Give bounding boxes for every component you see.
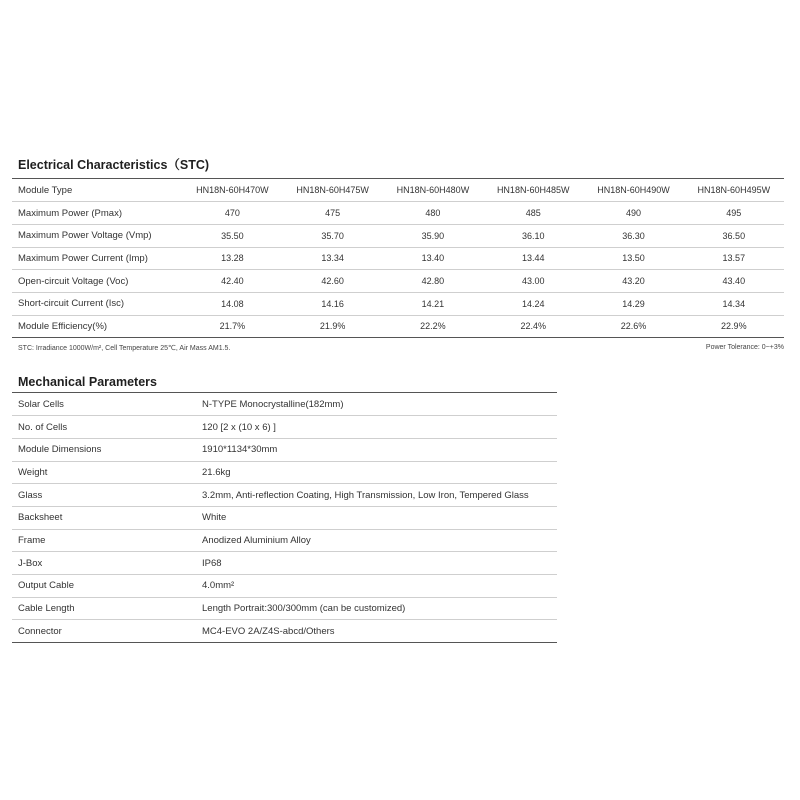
row-label: Module Dimensions [12, 438, 202, 461]
cell-value: 43.40 [684, 270, 784, 293]
row-label: Module Efficiency(%) [12, 315, 182, 338]
row-label: Frame [12, 529, 202, 552]
row-label: Short-circuit Current (Isc) [12, 292, 182, 315]
cell-value: Anodized Aluminium Alloy [202, 529, 557, 552]
cell-value: 42.40 [182, 270, 282, 293]
table-row-max-power-current [12, 247, 784, 270]
cell-value: 21.7% [182, 315, 282, 338]
cell-value: 470 [182, 202, 282, 225]
row-label: Weight [12, 461, 202, 484]
table-row-glass [12, 484, 557, 507]
cell-value: 13.57 [684, 247, 784, 270]
row-label: Maximum Power (Pmax) [12, 202, 182, 225]
cell-value: 22.6% [583, 315, 683, 338]
table-row-maximum-power [12, 202, 784, 225]
row-label: Glass [12, 484, 202, 507]
table-row-module-efficiency [12, 315, 784, 338]
row-label: Backsheet [12, 506, 202, 529]
cell-value: 22.9% [684, 315, 784, 338]
table-row-module-dimensions [12, 438, 557, 461]
table-row-short-circuit-current [12, 292, 784, 315]
cell-value: HN18N-60H480W [383, 179, 483, 202]
cell-value: N-TYPE Monocrystalline(182mm) [202, 393, 557, 416]
stc-footnote: STC: Irradiance 1000W/m², Cell Temperature 25℃, Air Mass AM1.5. [18, 345, 231, 352]
electrical-characteristics-table [12, 179, 784, 338]
cell-value: 475 [283, 202, 383, 225]
cell-value: 495 [684, 202, 784, 225]
cell-value: 120 [2 x (10 x 6) ] [202, 416, 557, 439]
cell-value: 43.20 [583, 270, 683, 293]
row-label: Maximum Power Current (Imp) [12, 247, 182, 270]
table-row-backsheet [12, 506, 557, 529]
cell-value: Length Portrait:300/300mm (can be customized) [202, 597, 557, 620]
electrical-characteristics-title: Electrical Characteristics（STC) [18, 158, 210, 172]
cell-value: 36.10 [483, 224, 583, 247]
table-row-connector [12, 620, 557, 643]
row-label: Maximum Power Voltage (Vmp) [12, 224, 182, 247]
table-row-frame [12, 529, 557, 552]
table-row-cable-length [12, 597, 557, 620]
cell-value: 21.6kg [202, 461, 557, 484]
cell-value: 35.90 [383, 224, 483, 247]
cell-value: HN18N-60H485W [483, 179, 583, 202]
row-label: J-Box [12, 552, 202, 575]
table-row-no-of-cells [12, 416, 557, 439]
cell-value: 36.30 [583, 224, 683, 247]
cell-value: 490 [583, 202, 683, 225]
table-row-max-power-voltage [12, 224, 784, 247]
cell-value: HN18N-60H490W [583, 179, 683, 202]
cell-value: 485 [483, 202, 583, 225]
table-row-solar-cells [12, 393, 557, 416]
table-row-open-circuit-voltage [12, 270, 784, 293]
cell-value: HN18N-60H495W [684, 179, 784, 202]
table-row-weight [12, 461, 557, 484]
cell-value: 13.50 [583, 247, 683, 270]
cell-value: HN18N-60H475W [283, 179, 383, 202]
cell-value: 14.16 [283, 292, 383, 315]
row-label: Connector [12, 620, 202, 643]
row-label: Output Cable [12, 575, 202, 598]
mechanical-parameters-title: Mechanical Parameters [18, 375, 157, 389]
cell-value: 14.24 [483, 292, 583, 315]
cell-value: IP68 [202, 552, 557, 575]
cell-value: 13.40 [383, 247, 483, 270]
cell-value: 3.2mm, Anti-reflection Coating, High Transmission, Low Iron, Tempered Glass [202, 484, 557, 507]
cell-value: 22.2% [383, 315, 483, 338]
row-label: Module Type [12, 179, 182, 202]
cell-value: HN18N-60H470W [182, 179, 282, 202]
cell-value: White [202, 506, 557, 529]
table-row-module-type [12, 179, 784, 202]
cell-value: 4.0mm² [202, 575, 557, 598]
cell-value: MC4-EVO 2A/Z4S-abcd/Others [202, 620, 557, 643]
cell-value: 22.4% [483, 315, 583, 338]
cell-value: 42.80 [383, 270, 483, 293]
cell-value: 13.34 [283, 247, 383, 270]
cell-value: 35.50 [182, 224, 282, 247]
cell-value: 480 [383, 202, 483, 225]
power-tolerance-note: Power Tolerance: 0~+3% [705, 344, 784, 351]
cell-value: 43.00 [483, 270, 583, 293]
row-label: Cable Length [12, 597, 202, 620]
cell-value: 42.60 [283, 270, 383, 293]
cell-value: 13.28 [182, 247, 282, 270]
row-label: Solar Cells [12, 393, 202, 416]
row-label: No. of Cells [12, 416, 202, 439]
table-row-j-box [12, 552, 557, 575]
cell-value: 35.70 [283, 224, 383, 247]
row-label: Open-circuit Voltage (Voc) [12, 270, 182, 293]
cell-value: 13.44 [483, 247, 583, 270]
cell-value: 14.21 [383, 292, 483, 315]
table-row-output-cable [12, 575, 557, 598]
mechanical-parameters-table [12, 393, 557, 643]
cell-value: 36.50 [684, 224, 784, 247]
cell-value: 1910*1134*30mm [202, 438, 557, 461]
cell-value: 14.08 [182, 292, 282, 315]
cell-value: 14.29 [583, 292, 683, 315]
cell-value: 14.34 [684, 292, 784, 315]
cell-value: 21.9% [283, 315, 383, 338]
